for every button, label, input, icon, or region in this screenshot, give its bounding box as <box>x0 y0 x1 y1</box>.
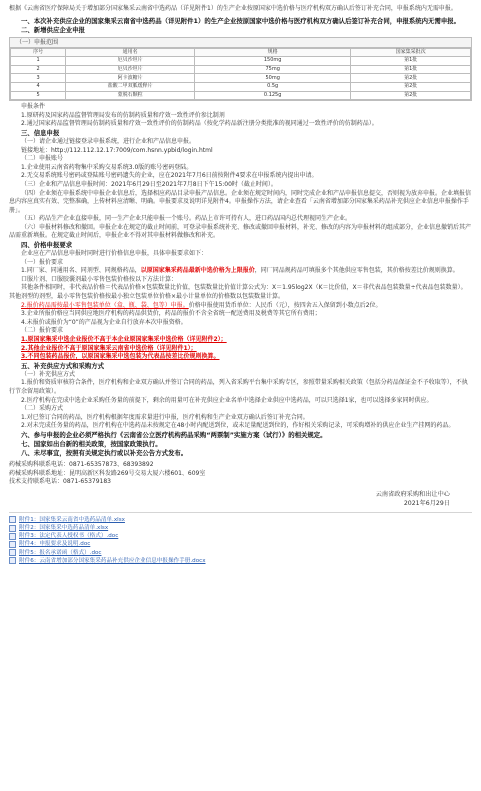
cell-spec: 150mg <box>194 57 350 66</box>
s4-p3: 口服片剂、口服胶囊剂最小零售包装价格按以下方法计算： <box>21 275 178 283</box>
s3-p4: 2.无交易系统账号密码或登陆账号密码遗失的企业，应在2021年7月6日前按附件4要求在申报系统内提出申请。 <box>21 172 318 180</box>
s3-p8: （六）申报材料修改和撤回。申报企业在规定的截止时间前，可登录申报系统补充、修改或撤回申报材料，补充、修改的内容为申报材料的组成部分，企业信息撤销后其产品需重新填报。在规定截止时间后，申报企业不得对其申报材料做修改和补充。 <box>9 223 472 240</box>
link-label: 链接地址： <box>21 146 52 154</box>
s4-p5 <box>9 302 472 311</box>
cell-index: 2 <box>11 65 66 74</box>
cell-spec: 0.5g <box>194 82 350 91</box>
s4-r2: 2.其他企业报价不高于原国家集采云南省中选价格（详见附件1）； <box>21 344 197 352</box>
file-icon <box>9 525 16 532</box>
s5-p2: 1.报价和资质审核符合条件，医疗机构和企业双方确认并签订合同的药品，列入省采购平台集中采购专区，参照带量采购相关政策（包括分药品保证金不予收取等），不执行节余留用政策）。 <box>9 379 468 395</box>
cell-batch: 第2批 <box>351 82 471 91</box>
s3-p2: （二）申报账号 <box>21 155 64 163</box>
attachment-label[interactable]: 附件4：申报要求及说明.doc <box>19 541 91 548</box>
attachment-label[interactable]: 附件6：云南省增加部分国家集采药品补充供应企业信息申报操作手册.docx <box>19 557 206 564</box>
table-row <box>11 74 471 83</box>
attachment-link[interactable] <box>9 557 472 565</box>
contact-address: 药械采购科联系地址：昆明高新区科发路269号交易大厦六楼601、609室 <box>9 469 206 477</box>
col-header-index: 序号 <box>11 48 66 57</box>
file-icon <box>9 516 16 523</box>
section-4-heading: 四、价格申报要求 <box>21 241 73 250</box>
scope-table <box>10 48 471 101</box>
s4-p5-text: 价格申报使用货币单位：人民币（元），按四舍五入保留到小数点后2位。 <box>188 301 382 309</box>
s5-p1: （一）补充供应方式 <box>21 370 76 378</box>
attachment-list <box>0 516 481 565</box>
scope-table-box <box>9 37 472 102</box>
file-icon <box>9 557 16 564</box>
s5-p3: 2.医疗机构在完成中选企业采购任务量的前提下，剩余的用量可在补充供应企业名单中选择企业供应中选药品，可以只选择1家，也可以选择多家同时供应。 <box>21 396 433 404</box>
section-8-heading: 八、未尽事宜，按照有关规定执行或以补充公告方式发布。 <box>21 448 188 457</box>
cell-batch: 第1批 <box>351 65 471 74</box>
s4-r3: 3.不同包装药品报价，以原国家集采中选包装为代表品按差比价规则换算。 <box>21 353 220 361</box>
scope-table-title: （一）申报范围 <box>10 38 471 48</box>
s5-p6: 2.对未完成任务量的药品，医疗机构在中选药品未按规定在48小时内配送到位，或未足量配送到位的，作好相关采购记录，可采购增补的供应企业生产挂网的药品。 <box>21 422 455 430</box>
attachment-label[interactable]: 附件1：国家集采云南省中选药品清单.xlsx <box>19 516 125 523</box>
s4-p2-text-a: 1.同厂家、同通用名、同剂型、同规格药品， <box>21 267 141 275</box>
col-header-batch: 国家集采批次 <box>351 48 471 57</box>
attachment-link[interactable] <box>9 540 472 548</box>
s3-p6: （四）企业须在申报系统中申报企业信息后，选择相应药品目录申报产品信息。企业须在规定时间内，同时完成企业和产品申报信息提交，否则视为放弃申报。企业填报信息内容应真实有效、完整准确，上传材料应清晰、明确。申报要求及说明详见附件4。申报操作方法，请企业查看「云南省增加部分国家集采药品补充供应企业信息申报操作手册」。 <box>9 189 472 214</box>
attachment-link[interactable] <box>9 524 472 532</box>
section-5-heading: 五、补充供应方式和采购方式 <box>21 361 105 370</box>
s4-p1: （一）报价要求 <box>21 258 64 266</box>
attachment-label[interactable]: 附件2：国家集采中选药品清单.xlsx <box>19 524 109 531</box>
cell-index: 3 <box>11 74 66 83</box>
cell-index: 4 <box>11 82 66 91</box>
s3-p7: （五）药品生产企业直接申报，同一生产企业只能申报一个账号。药品上市许可持有人，进口药品国内总代理视同生产企业。 <box>21 215 352 223</box>
attachment-link[interactable] <box>9 532 472 540</box>
conditions-title: 申报条件 <box>21 103 46 111</box>
s4-p6: 3.企业所报价格应当同供应地医疗机构的药品供货价，药品的报价不含全省统一配送费用及税费等其它所有费用； <box>21 310 321 318</box>
s5-p4: （二）采购方式 <box>21 405 64 413</box>
file-icon <box>9 541 16 548</box>
s4-p0: 企业应在产品信息申报时同时进行价格信息申报，具体申报要求如下： <box>21 250 208 258</box>
s4-p7: 4.未报价或报价为“0”的产品视为企业自行放弃本次申报资格。 <box>21 318 187 326</box>
cell-batch: 第2批 <box>351 91 471 100</box>
intro-paragraph: 根据《云南省医疗保障局关于增加部分国家集采云南省中选药品（详见附件1）的生产企业按原国家中选价格与医疗机构双方确认后签订补充合同，申报系统内无需申报。 <box>9 5 457 12</box>
s3-p1: （一）请企业通过链接登录申报系统，进行企业和产品信息申报。 <box>21 137 196 145</box>
s4-p2 <box>9 267 472 276</box>
s3-p5: （三）企业和产品信息申报时间：2021年6月29日至2021年7月8日下午15:00时（截止时间）。 <box>21 180 277 188</box>
condition-2: 2.通过国家药品监督管理局仿制药质量和疗效一致性评价的仿制药品（按化学药品新注册分类批准的视同通过一致性评价的仿制药品）。 <box>21 120 378 128</box>
condition-1: 1.原研药及国家药品监督管理局发布的仿制药质量和疗效一致性评价参比制剂 <box>21 111 225 119</box>
signature-org: 云南省政府采购和出让中心 <box>375 490 450 498</box>
table-row <box>11 91 471 100</box>
table-row <box>11 65 471 74</box>
tech-support-phone: 技术支持联系电话：0871-65379183 <box>9 478 111 486</box>
cell-spec: 75mg <box>194 65 350 74</box>
s4-r1: 1.原国家集采中选企业报价不高于本企业原国家集采中选价格（详见附件2）； <box>21 336 227 343</box>
cell-name: 蒙脱石颗粒 <box>66 91 195 100</box>
file-icon <box>9 533 16 540</box>
cell-name: 阿卡波糖片 <box>66 74 195 83</box>
s4-p8: （二）报价要求 <box>21 327 64 335</box>
section-6-heading: 六、参与申报的企业必须严格执行《云南省公立医疗机构药品采购“两票制”实施方案（试行）》的相关规定。 <box>21 430 327 439</box>
attachment-label[interactable]: 附件5：报名承诺函（格式）.doc <box>19 549 102 556</box>
attachment-link[interactable] <box>9 516 472 524</box>
s4-p4: 其他条件相同时，非代表品价格＝代表品价格×包装数量比价值，包装数量比价值计算公式为：X＝1.95log2X（K＝比价值，X＝非代表品包装数量÷代表品包装数量）。 其他剂型的剂型，最小零售包装价格按最小独立包装单位价格×最小计量单位的价格数以包装数量计算。 <box>9 284 476 301</box>
col-header-spec: 规格 <box>194 48 350 57</box>
link-line <box>9 147 472 156</box>
declaration-system-link[interactable]: http://112.112.12.17:7009/com.hsnn.ypbid/login.html <box>51 146 213 154</box>
cell-spec: 0.125g <box>194 91 350 100</box>
table-row <box>11 57 471 66</box>
cell-name: 厄贝沙坦片 <box>66 65 195 74</box>
col-header-name: 通用名 <box>66 48 195 57</box>
cell-index: 5 <box>11 91 66 100</box>
s4-p5-red-text: 2.报价药品需按最小零售包装单位（盒、瓶、袋、包等）申报。 <box>21 301 189 309</box>
cell-batch: 第2批 <box>351 74 471 83</box>
cell-name: 盐酸二甲双胍缓释片 <box>66 82 195 91</box>
file-icon <box>9 549 16 556</box>
s5-p5: 1.对已签订合同的药品，医疗机构根据年度需求量进行申报，医疗机构和生产企业双方确认后签订补充合同。 <box>21 413 309 421</box>
cell-spec: 50mg <box>194 74 350 83</box>
attachment-label[interactable]: 附件3：法定代表人授权书（格式）.doc <box>19 533 119 540</box>
cell-index: 1 <box>11 57 66 66</box>
section-2-heading: 二、新增供应企业申报 <box>21 25 85 34</box>
section-7-heading: 七、国家如出台新的相关政策，按国家政策执行。 <box>21 439 162 448</box>
contact-phone: 药械采购科联系电话：0871-65357873、68393892 <box>9 460 154 468</box>
attachments-divider <box>9 512 472 513</box>
attachment-link[interactable] <box>9 549 472 557</box>
section-3-heading: 三、信息申报 <box>21 128 60 137</box>
section-1-heading: 一、本次补充供应企业的国家集采云南省中选药品（详见附件1）的生产企业按原国家中选价格与医疗机构双方确认后签订补充合同，申报系统内无需申报。 <box>21 16 461 25</box>
s3-p3: 1.企业使用云南省药物集中采购交易系统3.0版的账号密码登陆。 <box>21 163 193 171</box>
cell-batch: 第1批 <box>351 57 471 66</box>
s4-p2-red-text: 以原国家集采药品最新中选价格为上限报价 <box>140 267 255 275</box>
table-row <box>11 82 471 91</box>
s4-p2-text-b: ，同厂同品规药品可填报多个其他供应零售包装，其价格按差比价规则换算。 <box>254 267 459 275</box>
cell-name: 厄贝沙坦片 <box>66 57 195 66</box>
signature-date: 2021年6月29日 <box>403 499 450 507</box>
